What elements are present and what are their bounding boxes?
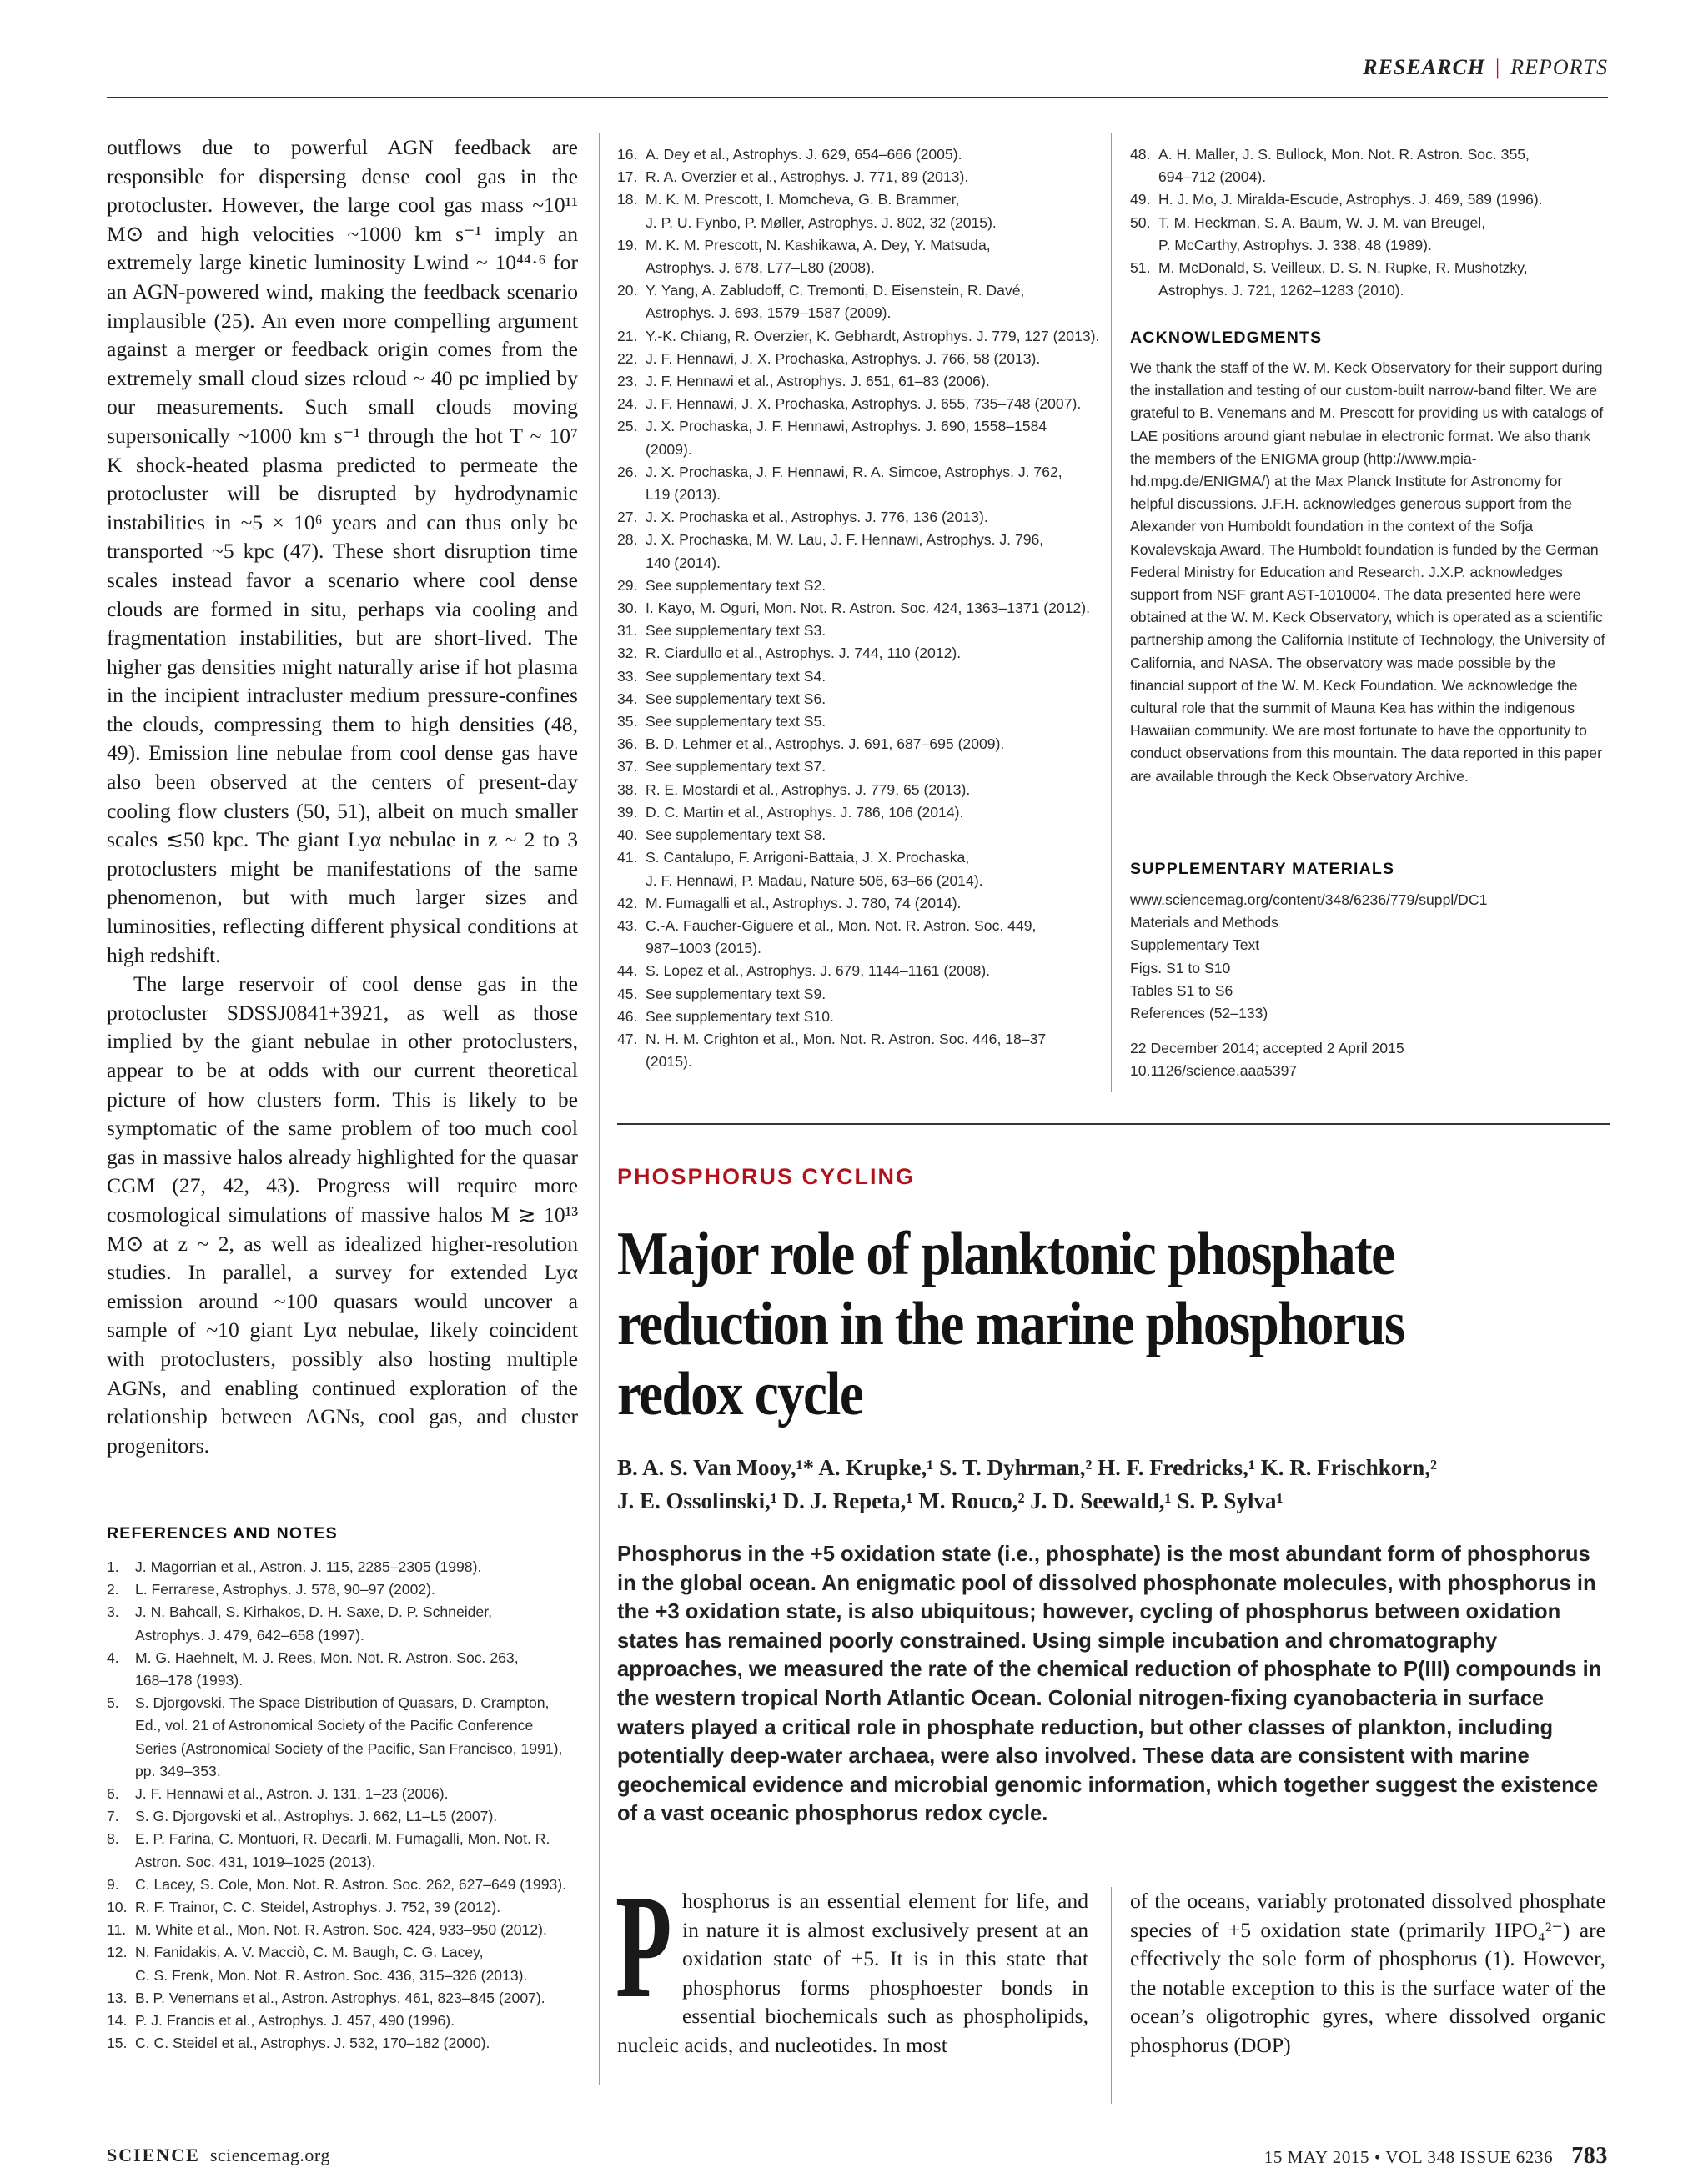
article-body-col1 [615,1864,1088,2060]
reference-text: M. K. M. Prescott, N. Kashikawa, A. Dey, Y. Matsuda, [646,236,991,253]
reference-item [617,506,1101,529]
reference-continuation: C. S. Frenk, Mon. Not. R. Astron. Soc. 436, 315–326 (2013). [135,1966,528,1984]
reference-number: 13. [107,1989,128,2006]
reference-number: 38. [617,780,638,798]
reference-text: See supplementary text S9. [646,985,826,1002]
reference-text: J. X. Prochaska, M. W. Lau, J. F. Hennawi, Astrophys. J. 796, [646,531,1044,549]
body-paragraph: outflows due to powerful AGN feedback are responsible for dispersing dense cool gas in the protocluster. However, the large cool gas mass ~10¹¹ M⊙ and high velocities ~1000 km s⁻¹ imply an extremely large kinetic luminosity Lwind ~ 10⁴⁴·⁶ for an AGN-powered wind, making the feedback scenario implausible (25). An even more compelling argument against a merger or feedback origin comes from the extremely small cloud sizes rcloud ~ 40 pc implied by our measurements. Such small clouds moving supersonically ~1000 km s⁻¹ through the hot T ~ 10⁷ K shock-heated plasma predicted to permeate the protocluster will be disrupted by hydrodynamic instabilities in ~5 × 10⁶ years and can thus only be transported ~5 kpc (47). These short disruption time scales instead favor a scenario where cool dense clouds are formed in situ, perhaps via cooling and fragmentation instabilities, but are short-lived. The higher gas densities might naturally arise if hot plasma in the incipient intracluster medium pressure-confines the clouds, compressing them to high densities (48, 49). Emission line nebulae from cool dense gas have also been observed at the centers of present-day cooling flow clusters (50, 51), albeit on much smaller scales ≲50 kpc. The giant Lyα nebulae in z ~ 2 to 3 protoclusters might be manifestations of the same phenomenon, but with much larger sizes and luminosities, reflecting different physical conditions at high redshift. [107,135,578,967]
reference-number: 18. [617,191,638,208]
reference-item [107,2010,582,2032]
reference-text: See supplementary text S8. [646,826,826,844]
reference-item [617,710,1101,733]
left-column-body [107,133,578,1460]
reference-continuation: Ed., vol. 21 of Astronomical Society of the Pacific Conference [135,1717,534,1734]
reference-continuation: pp. 349–353. [135,1762,221,1779]
reference-list-col2 [617,143,1101,1073]
reference-text: See supplementary text S2. [646,576,826,594]
reference-number: 14. [107,2012,128,2030]
reference-text: See supplementary text S10. [646,1007,834,1025]
reference-number: 4. [107,1649,119,1666]
reference-item [617,755,1101,778]
reference-number: 39. [617,803,638,821]
reference-text: I. Kayo, M. Oguri, Mon. Not. R. Astron. Soc. 424, 1363–1371 (2012). [646,600,1090,617]
supplementary-list [1130,889,1607,1025]
reference-number: 2. [107,1581,119,1598]
reference-continuation: Astrophys. J. 678, L77–L80 (2008). [646,259,875,277]
reference-item [107,1919,582,1941]
reference-number: 5. [107,1694,119,1712]
reference-continuation: Series (Astronomical Society of the Pacific, San Francisco, 1991), [135,1739,563,1757]
reference-text: See supplementary text S4. [646,667,826,685]
reference-text: D. C. Martin et al., Astrophys. J. 786, 106 (2014). [646,803,964,821]
reference-item [617,915,1101,960]
reference-number: 21. [617,327,638,344]
reference-text: J. F. Hennawi, J. X. Prochaska, Astrophys. J. 766, 58 (2013). [646,349,1041,367]
reference-item [617,348,1101,370]
authors-line: J. E. Ossolinski,¹ D. J. Repeta,¹ M. Rouco,² J. D. Seewald,¹ S. P. Sylva¹ [617,1488,1284,1513]
reference-item [617,779,1101,801]
article-separator-rule [617,1123,1610,1125]
reference-number: 32. [617,645,638,662]
supplementary-item: Supplementary Text [1130,936,1260,954]
reference-text: J. F. Hennawi, J. X. Prochaska, Astrophys. J. 655, 735–748 (2007). [646,395,1082,413]
reference-item [107,1828,582,1873]
body-text: hosphorus is an essential element for life, and in nature it is almost exclusively present at an oxidation state of +5. It is in this state that phosphorus forms phosphoester bonds in essential biochemicals such as phospholipids, nucleic acids, and nucleotides. In most [617,1889,1088,2057]
reference-item [617,393,1101,415]
reference-number: 37. [617,758,638,775]
reference-continuation: 168–178 (1993). [135,1672,244,1689]
reference-number: 27. [617,509,638,526]
drop-cap: P [615,1864,672,2029]
reference-item [107,1556,582,1578]
reference-text: C. Lacey, S. Cole, Mon. Not. R. Astron. Soc. 262, 627–649 (1993). [135,1875,567,1893]
reference-text: J. X. Prochaska, J. F. Hennawi, R. A. Simcoe, Astrophys. J. 762, [646,463,1062,480]
reference-number: 36. [617,735,638,753]
reference-continuation: Astrophys. J. 479, 642–658 (1997). [135,1626,364,1644]
reference-continuation: 140 (2014). [646,554,721,571]
article-abstract: Phosphorus in the +5 oxidation state (i.e., phosphate) is the most abundant form of phosphorus in the global ocean. An enigmatic pool of dissolved phosphonate molecules, with phosphorus in the +3 oxidation state, is also ubiquitous; however, cycling of phosphorus between oxidation states has remained poorly constrained. Using simple incubation and chromatography approaches, we measured the rate of the chemical reduction of phosphate to P(III) compounds in the western tropical North Atlantic Ocean. Colonial nitrogen-fixing cyanobacteria in surface waters played a critical role in phosphate reduction, but other classes of plankton, including potentially deep-water archaea, were also involved. These data are consistent with marine geochemical evidence and microbial genomic information, which together suggest the existence of a vast oceanic phosphorus redox cycle. [617,1543,1602,1826]
reference-text: M. McDonald, S. Veilleux, D. S. N. Rupke, R. Mushotzky, [1158,259,1528,277]
reference-number: 30. [617,600,638,617]
reference-number: 43. [617,916,638,934]
reference-text: J. X. Prochaska et al., Astrophys. J. 776, 136 (2013). [646,509,988,526]
article-kicker: PHOSPHORUS CYCLING [617,1164,916,1189]
footer-issue [1264,2143,1608,2170]
reference-text: C. C. Steidel et al., Astrophys. J. 532, 170–182 (2000). [135,2035,490,2052]
reference-text: S. Lopez et al., Astrophys. J. 679, 1144–1161 (2008). [646,962,991,980]
reference-text: N. H. M. Crighton et al., Mon. Not. R. Astron. Soc. 446, 18–37 [646,1030,1047,1047]
reference-item [617,824,1101,846]
reference-item [617,801,1101,824]
reference-item [617,325,1101,348]
reference-text: L. Ferrarese, Astrophys. J. 578, 90–97 (2002). [135,1581,435,1598]
reference-text: H. J. Mo, J. Miralda-Escude, Astrophys. J. 469, 589 (1996). [1158,191,1543,208]
reference-text: B. D. Lehmer et al., Astrophys. J. 691, 687–695 (2009). [646,735,1005,753]
reference-text: R. E. Mostardi et al., Astrophys. J. 779, 65 (2013). [646,780,971,798]
reference-item [617,983,1101,1006]
reference-number: 26. [617,463,638,480]
reference-item [107,1783,582,1805]
acknowledgments-heading: ACKNOWLEDGMENTS [1130,329,1323,347]
reference-item [617,733,1101,755]
supplementary-item: Materials and Methods [1130,914,1278,931]
reference-item [617,892,1101,915]
reference-item [107,1647,582,1692]
footer-journal [107,2145,330,2166]
reference-text: A. Dey et al., Astrophys. J. 629, 654–666 (2005). [646,146,962,163]
reference-item [617,960,1101,982]
reference-item [617,370,1101,393]
reference-list-col3 [1130,143,1614,302]
reference-item [107,1601,582,1646]
reference-number: 12. [107,1944,128,1961]
reference-text: See supplementary text S6. [646,690,826,707]
reference-item [107,1805,582,1828]
reference-number: 46. [617,1007,638,1025]
reference-text: S. Djorgovski, The Space Distribution of Quasars, D. Crampton, [135,1694,550,1712]
reference-item [1130,188,1614,211]
reference-number: 25. [617,418,638,435]
reference-item [617,143,1101,166]
reference-item [1130,257,1614,302]
reference-number: 16. [617,146,638,163]
reference-item [617,415,1101,460]
reference-item [617,846,1101,891]
page-number: 783 [1571,2143,1608,2169]
body-paragraph: The large reservoir of cool dense gas in the protocluster SDSSJ0841+3921, as well as those implied by the giant nebulae in other protoclusters, appear to be at odds with our current theoretical picture of how clusters form. This is likely to be symptomatic of the same problem of too much cool gas in massive halos already highlighted for the quasar CGM (27, 42, 43). Progress will require more cosmological simulations of massive halos M ≳ 10¹³ M⊙ at z ~ 2, as well as idealized higher-resolution studies. In parallel, a survey for extended Lyα emission around ~100 quasars would uncover a sample of ~10 giant Lyα nebulae, likely coincident with protoclusters, possibly also hosting multiple AGNs, and enabling continued exploration of the relationship between AGNs, cool gas, and cluster progenitors. [107,971,578,1458]
reference-item [107,1941,582,1986]
reference-number: 40. [617,826,638,844]
reference-number: 41. [617,849,638,866]
reference-text: J. X. Prochaska, J. F. Hennawi, Astrophys. J. 690, 1558–1584 [646,418,1047,435]
reference-text: M. G. Haehnelt, M. J. Rees, Mon. Not. R. Astron. Soc. 263, [135,1649,519,1666]
reference-item [617,188,1101,233]
reference-item [1130,212,1614,257]
reference-number: 3. [107,1603,119,1621]
reference-number: 22. [617,349,638,367]
reference-text: S. G. Djorgovski et al., Astrophys. J. 662, L1–L5 (2007). [135,1808,498,1825]
reference-item [107,1874,582,1896]
reference-continuation: P. McCarthy, Astrophys. J. 338, 48 (1989). [1158,236,1432,253]
reference-continuation: (2015). [646,1053,692,1071]
reference-text: See supplementary text S3. [646,622,826,640]
reference-item [617,529,1101,574]
column-divider [1111,133,1112,1092]
section-label [1363,55,1608,80]
column-divider [1111,1887,1112,2104]
reference-text: S. Cantalupo, F. Arrigoni-Battaia, J. X. Prochaska, [646,849,970,866]
reference-number: 33. [617,667,638,685]
reference-text: R. F. Trainor, C. C. Steidel, Astrophys. J. 752, 39 (2012). [135,1899,501,1916]
reference-item [107,1578,582,1601]
running-header [107,55,1608,97]
reference-number: 28. [617,531,638,549]
reference-number: 49. [1130,191,1151,208]
reference-number: 6. [107,1785,119,1803]
reference-text: T. M. Heckman, S. A. Baum, W. J. M. van Breugel, [1158,213,1486,231]
reference-number: 15. [107,2035,128,2052]
authors-line: B. A. S. Van Mooy,¹* A. Krupke,¹ S. T. Dyhrman,² H. F. Fredricks,¹ K. R. Frischkorn,² [617,1455,1438,1480]
reference-text: R. Ciardullo et al., Astrophys. J. 744, 110 (2012). [646,645,962,662]
supplementary-item: Figs. S1 to S10 [1130,959,1231,976]
supplementary-item: References (52–133) [1130,1005,1268,1022]
reference-text: M. K. M. Prescott, I. Momcheva, G. B. Brammer, [646,191,960,208]
reference-number: 48. [1130,146,1151,163]
reference-number: 11. [107,1921,127,1939]
supplementary-heading: SUPPLEMENTARY MATERIALS [1130,860,1395,878]
references-heading: REFERENCES AND NOTES [107,1524,338,1543]
reference-item [617,234,1101,279]
reference-number: 8. [107,1830,119,1848]
reference-number: 45. [617,985,638,1002]
reference-number: 23. [617,373,638,390]
reference-number: 17. [617,168,638,186]
reference-item [617,597,1101,620]
reference-number: 1. [107,1558,119,1575]
reference-text: J. F. Hennawi et al., Astron. J. 131, 1–23 (2006). [135,1785,449,1803]
reference-text: J. Magorrian et al., Astron. J. 115, 2285–2305 (1998). [135,1558,482,1575]
article-authors [617,1451,1618,1518]
reference-text: J. F. Hennawi et al., Astrophys. J. 651, 61–83 (2006). [646,373,990,390]
reference-text: E. P. Farina, C. Montuori, R. Decarli, M. Fumagalli, Mon. Not. R. [135,1830,550,1848]
reference-text: M. Fumagalli et al., Astrophys. J. 780, 74 (2014). [646,894,962,911]
journal-name: SCIENCE [107,2145,200,2165]
reference-continuation: Astrophys. J. 693, 1579–1587 (2009). [646,304,892,322]
column-divider [599,133,600,2085]
reference-item [617,575,1101,597]
reference-continuation: L19 (2013). [646,486,721,504]
reference-item [107,1987,582,2010]
reference-number: 51. [1130,259,1151,277]
reference-number: 44. [617,962,638,980]
reference-text: A. H. Maller, J. S. Bullock, Mon. Not. R. Astron. Soc. 355, [1158,146,1530,163]
reference-item [107,1692,582,1783]
issue-info: 15 MAY 2015 • VOL 348 ISSUE 6236 [1263,2147,1554,2167]
subsection-name: REPORTS [1510,55,1608,79]
reference-text: Y. Yang, A. Zabludoff, C. Tremonti, D. Eisenstein, R. Davé, [646,282,1025,299]
reference-number: 42. [617,894,638,911]
reference-item [617,1028,1101,1073]
reference-number: 20. [617,282,638,299]
acknowledgments-text: We thank the staff of the W. M. Keck Observatory for their support during the installation and testing of our custom-built narrow-band filter. We are grateful to B. Venemans and M. Prescott for providing us with catalogs of LAE positions around giant nebulae in electronic format. We also thank the members of the ENIGMA group (http://www.mpia-hd.mpg.de/ENIGMA/) at the Max Planck Institute for Astronomy for helpful discussions. J.F.H. acknowledges generous support from the Alexander von Humboldt foundation in the context of the Sofja Kovalevskaja Award. The Humboldt foundation is funded by the German Federal Ministry for Education and Research. J.X.P. acknowledges support from NSF grant AST-1010004. The data presented here were obtained at the W. M. Keck Observatory, which is operated as a scientific partnership among the California Institute of Technology, the University of California, and NASA. The observatory was made possible by the financial support of the W. M. Keck Foundation. We acknowledge the cultural role that the summit of Mauna Kea has within the indigenous Hawaiian community. We are most fortunate to have the opportunity to conduct observations from this mountain. The data reported in this paper are available through the Keck Observatory Archive. [1130,359,1605,785]
supplementary-link[interactable]: www.sciencemag.org/content/348/6236/779/suppl/DC1 [1130,891,1488,908]
doi[interactable]: 10.1126/science.aaa5397 [1130,1062,1298,1080]
header-separator: | [1495,55,1501,79]
reference-text: N. Fanidakis, A. V. Macciò, C. M. Baugh, C. G. Lacey, [135,1944,484,1961]
reference-item [617,665,1101,688]
reference-text: J. N. Bahcall, S. Kirhakos, D. H. Saxe, D. P. Schneider, [135,1603,492,1621]
article-body-col2: of the oceans, variably protonated dissolved phosphate species of +5 oxidation state (primarily HPO₄²⁻) are effectively the sole form of phosphorus (1). However, the notable exception to this is the surface water of the ocean’s oligotrophic gyres, where dissolved organic phosphorus (DOP) [1130,1889,1605,2057]
reference-text: B. P. Venemans et al., Astron. Astrophys. 461, 823–845 (2007). [135,1989,545,2006]
reference-continuation: 987–1003 (2015). [646,940,761,957]
reference-number: 24. [617,395,638,413]
reference-continuation: Astron. Soc. 431, 1019–1025 (2013). [135,1853,376,1870]
reference-number: 34. [617,690,638,707]
supplementary-item: Tables S1 to S6 [1130,981,1233,999]
reference-number: 35. [617,713,638,730]
reference-number: 47. [617,1030,638,1047]
reference-number: 10. [107,1899,128,1916]
reference-text: R. A. Overzier et al., Astrophys. J. 771, 89 (2013). [646,168,969,186]
reference-continuation: Astrophys. J. 721, 1262–1283 (2010). [1158,282,1404,299]
reference-list-col1 [107,1556,582,2055]
reference-text: See supplementary text S5. [646,713,826,730]
reference-number: 29. [617,576,638,594]
reference-item [617,1006,1101,1028]
reference-number: 9. [107,1875,119,1893]
reference-text: C.-A. Faucher-Giguere et al., Mon. Not. R. Astron. Soc. 449, [646,916,1037,934]
publication-dates [1130,1037,1607,1082]
reference-number: 19. [617,236,638,253]
reference-item [617,461,1101,506]
reference-continuation: J. F. Hennawi, P. Madau, Nature 506, 63–66 (2014). [646,871,983,889]
reference-text: M. White et al., Mon. Not. R. Astron. Soc. 424, 933–950 (2012). [135,1921,547,1939]
journal-site[interactable]: sciencemag.org [209,2145,330,2165]
reference-text: See supplementary text S7. [646,758,826,775]
reference-item [617,279,1101,324]
reference-number: 50. [1130,213,1151,231]
reference-item [107,1896,582,1919]
reference-item [1130,143,1614,188]
reference-item [617,166,1101,188]
reference-item [617,620,1101,642]
reference-text: Y.-K. Chiang, R. Overzier, K. Gebhardt, Astrophys. J. 779, 127 (2013). [646,327,1100,344]
reference-continuation: 694–712 (2004). [1158,168,1267,186]
received-accepted: 22 December 2014; accepted 2 April 2015 [1130,1040,1404,1056]
reference-item [107,2032,582,2055]
reference-item [617,642,1101,665]
reference-continuation: J. P. U. Fynbo, P. Møller, Astrophys. J. 802, 32 (2015). [646,213,997,231]
section-name: RESEARCH [1363,55,1486,79]
reference-number: 31. [617,622,638,640]
reference-text: P. J. Francis et al., Astrophys. J. 457, 490 (1996). [135,2012,455,2030]
header-rule [107,97,1608,98]
reference-continuation: (2009). [646,440,692,458]
reference-number: 7. [107,1808,119,1825]
article-title: Major role of planktonic phosphate reduction in the marine phosphorus redox cycle [617,1220,1404,1428]
reference-item [617,688,1101,710]
